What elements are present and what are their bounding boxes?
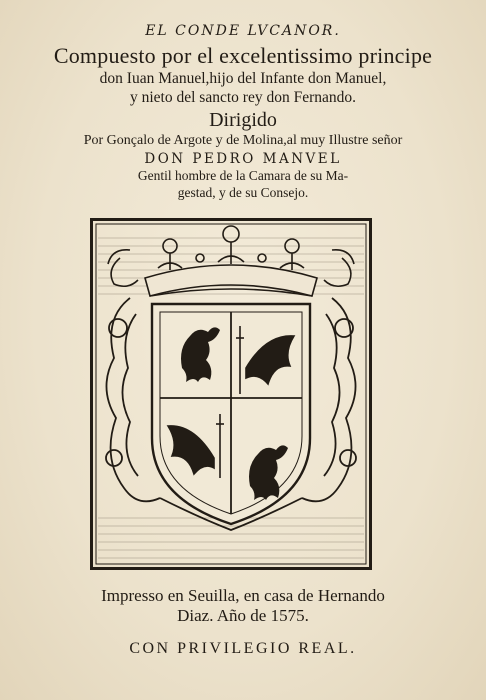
dedication-line-4: gestad, y de su Consejo. <box>177 185 309 200</box>
imprint-line-2: Diaz. Año de 1575. <box>177 606 309 625</box>
dedication-heading: Dirigido <box>209 109 277 131</box>
book-title: EL CONDE LVCANOR. <box>145 23 341 39</box>
subtitle-line-1: Compuesto por el excelentissimo principe <box>53 43 433 68</box>
privilege-notice: CON PRIVILEGIO REAL. <box>129 640 357 657</box>
dedication-line-2: DON PEDRO MANVEL <box>144 151 342 167</box>
subtitle-line-2: don Iuan Manuel,hijo del Infante don Manuel, <box>99 70 387 87</box>
dedication-line-1: Por Gonçalo de Argote y de Molina,al muy Illustre señor <box>83 133 403 148</box>
coat-of-arms-icon <box>90 218 372 570</box>
imprint-line-1: Impresso en Seuilla, en casa de Hernando <box>101 586 385 605</box>
subtitle-line-3: y nieto del sancto rey don Fernando. <box>130 89 356 106</box>
dedication-line-3: Gentil hombre de la Camara de su Ma- <box>137 168 349 183</box>
